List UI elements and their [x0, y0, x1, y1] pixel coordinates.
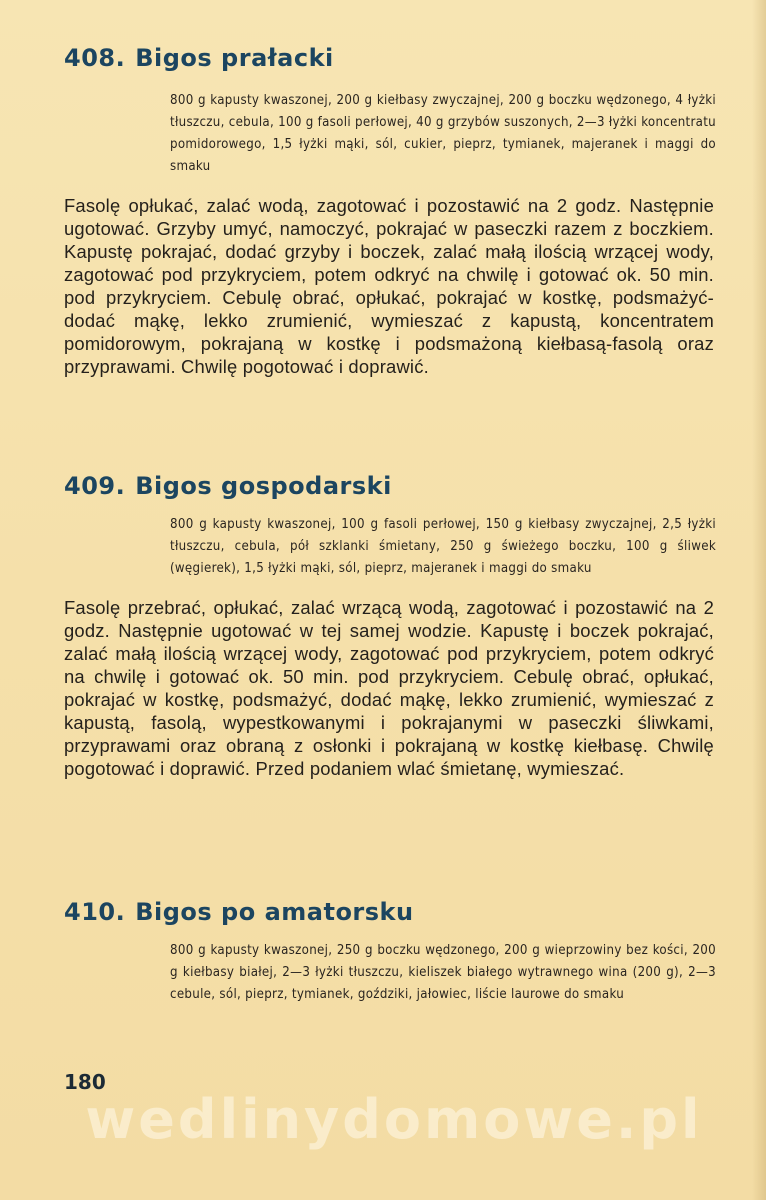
recipe-number: 410.	[64, 898, 126, 926]
watermark: wedlinydomowe.pl	[85, 1088, 703, 1151]
recipe-number: 409.	[64, 472, 126, 500]
recipe-title	[64, 898, 714, 926]
recipe-instructions: Fasolę opłukać, zalać wodą, zagotować i pozostawić na 2 godz. Następnie ugotować. Grzyby umyć, namoczyć, pokrajać w paseczki razem z boczkiem. Kapustę pokrajać, dodać grzyby i boczek, zalać małą ilością wrzącej wody, zagotować pod przykryciem, potem odkryć na chwilę i gotować ok. 50 min. pod przykryciem. Cebulę obrać, opłukać, pokrajać w kostkę, podsmażyć-dodać mąkę, lekko zrumienić, wymieszać z kapustą, koncentratem pomidorowym, pokrajaną w kostkę i podsmażoną kiełbasą-fasolą oraz przyprawami. Chwilę pogotować i doprawić.	[64, 195, 714, 377]
recipe-409	[64, 472, 714, 780]
page-number: 180	[64, 1070, 106, 1094]
recipe-410	[64, 898, 714, 1006]
recipe-408	[64, 44, 714, 378]
recipe-ingredients: 800 g kapusty kwaszonej, 250 g boczku wędzonego, 200 g wieprzowiny bez kości, 200 g kiełbasy białej, 2—3 łyżki tłuszczu, kieliszek białego wytrawnego wina (200 g), 2—3 cebule, sól, pieprz, tymianek, goździki, jałowiec, liście laurowe do smaku	[170, 943, 716, 1002]
recipe-name: Bigos po amatorsku	[135, 898, 414, 926]
recipe-name: Bigos prałacki	[135, 44, 334, 72]
page-edge-shadow	[752, 0, 766, 1200]
recipe-instructions: Fasolę przebrać, opłukać, zalać wrzącą wodą, zagotować i pozostawić na 2 godz. Następnie ugotować w tej samej wodzie. Kapustę i boczek pokrajać, zalać małą ilością wrzącej wody, zagotować pod przykryciem, potem odkryć na chwilę i gotować ok. 50 min. pod przykryciem. Cebulę obrać, opłukać, pokrajać w kostkę, podsmażyć, dodać mąkę, lekko zrumienić, wymieszać z kapustą, fasolą, wypestkowanymi i pokrajanymi w paseczki śliwkami, przyprawami oraz obraną z osłonki i pokrajaną w kostkę kiełbasę. Chwilę pogotować i doprawić. Przed podaniem wlać śmietanę, wymieszać.	[64, 597, 714, 779]
recipe-number: 408.	[64, 44, 126, 72]
recipe-title	[64, 44, 714, 72]
recipe-ingredients: 800 g kapusty kwaszonej, 200 g kiełbasy zwyczajnej, 200 g boczku wędzonego, 4 łyżki tłuszczu, cebula, 100 g fasoli perłowej, 40 g grzybów suszonych, 2—3 łyżki koncentratu pomidorowego, 1,5 łyżki mąki, sól, cukier, pieprz, tymianek, majeranek i maggi do smaku	[170, 93, 716, 174]
recipe-name: Bigos gospodarski	[135, 472, 392, 500]
recipe-title	[64, 472, 714, 500]
recipe-ingredients: 800 g kapusty kwaszonej, 100 g fasoli perłowej, 150 g kiełbasy zwyczajnej, 2,5 łyżki tłuszczu, cebula, pół szklanki śmietany, 250 g świeżego boczku, 100 g śliwek (węgierek), 1,5 łyżki mąki, sól, pieprz, majeranek i maggi do smaku	[170, 517, 716, 576]
